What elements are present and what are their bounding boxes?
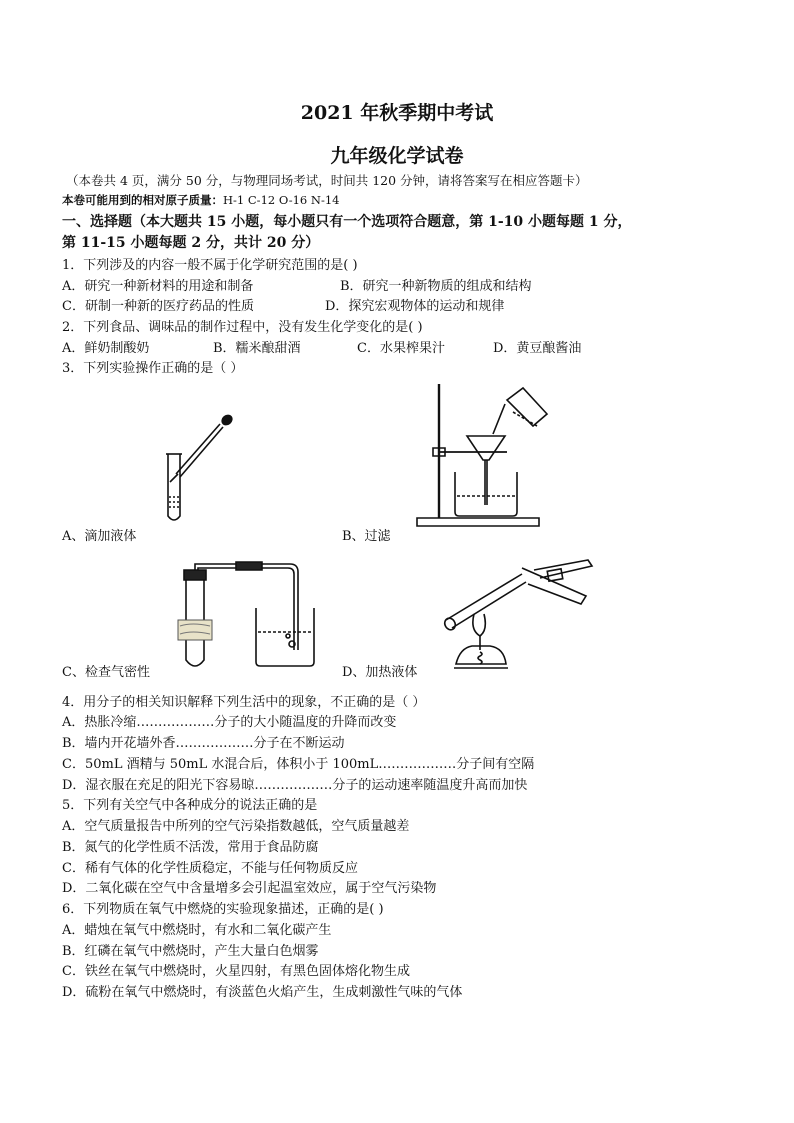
section-heading-line1: 一、选择题（本大题共 15 小题，每小题只有一个选项符合题意，第 1-10 小题每题 1 分， bbox=[62, 214, 632, 230]
q3-option-d-caption: D、加热液体 bbox=[342, 665, 418, 680]
q4-option-d: D．湿衣服在充足的阳光下容易晾………………分子的运动速率随温度升高而加快 bbox=[62, 778, 528, 793]
q1-option-a: A．研究一种新材料的用途和制备 bbox=[62, 279, 254, 294]
q1-option-b: B．研究一种新物质的组成和结构 bbox=[340, 279, 532, 294]
q2-option-a: A．鲜奶制酸奶 bbox=[62, 341, 150, 356]
q6-stem: 6．下列物质在氧气中燃烧的实验现象描述，正确的是( ) bbox=[62, 902, 384, 917]
q4-option-b: B．墙内开花墙外香………………分子在不断运动 bbox=[62, 736, 345, 751]
q6-option-d: D．硫粉在氧气中燃烧时，有淡蓝色火焰产生，生成刺激性气味的气体 bbox=[62, 985, 463, 1000]
q5-option-d: D．二氧化碳在空气中含量增多会引起温室效应，属于空气污染物 bbox=[62, 881, 437, 896]
q1-option-c: C．研制一种新的医疗药品的性质 bbox=[62, 299, 254, 314]
q4-stem: 4．用分子的相关知识解释下列生活中的现象，不正确的是（ ） bbox=[62, 695, 426, 710]
dropper-figure bbox=[160, 412, 240, 524]
q6-option-a: A．蜡烛在氧气中燃烧时，有水和二氧化碳产生 bbox=[62, 923, 332, 938]
atomic-mass-line bbox=[62, 192, 339, 209]
atomic-mass-values: H-1 C-12 O-16 N-14 bbox=[223, 193, 340, 207]
airtightness-figure bbox=[172, 560, 322, 672]
filtration-figure bbox=[415, 380, 555, 530]
q2-option-d: D．黄豆酿酱油 bbox=[493, 341, 582, 356]
q6-option-b: B．红磷在氧气中燃烧时，产生大量白色烟雾 bbox=[62, 944, 319, 959]
q1-stem: 1．下列涉及的内容一般不属于化学研究范围的是( ) bbox=[62, 258, 358, 273]
q5-stem: 5．下列有关空气中各种成分的说法正确的是 bbox=[62, 798, 318, 813]
q3-option-b-caption: B、过滤 bbox=[342, 529, 391, 544]
heating-figure bbox=[436, 556, 596, 680]
q5-option-b: B．氮气的化学性质不活泼，常用于食品防腐 bbox=[62, 840, 319, 855]
q3-option-c-caption: C、检查气密性 bbox=[62, 665, 150, 680]
q2-stem: 2．下列食品、调味品的制作过程中，没有发生化学变化的是( ) bbox=[62, 320, 423, 335]
exam-note: （本卷共 4 页，满分 50 分，与物理同场考试，时间共 120 分钟，请将答案写在相应答题卡） bbox=[66, 173, 588, 188]
q1-option-d: D．探究宏观物体的运动和规律 bbox=[325, 299, 505, 314]
atomic-mass-label: 本卷可能用到的相对原子质量： bbox=[62, 193, 223, 207]
page-title: 2021 年秋季期中考试 bbox=[300, 102, 494, 124]
q3-stem: 3．下列实验操作正确的是（ ） bbox=[62, 361, 244, 376]
page-subtitle: 九年级化学试卷 bbox=[330, 145, 464, 167]
section-heading-line2: 第 11-15 小题每题 2 分，共计 20 分） bbox=[62, 235, 320, 251]
q5-option-a: A．空气质量报告中所列的空气污染指数越低，空气质量越差 bbox=[62, 819, 410, 834]
q3-option-a-caption: A、滴加液体 bbox=[62, 529, 137, 544]
q4-option-a: A．热胀冷缩………………分子的大小随温度的升降而改变 bbox=[62, 715, 397, 730]
q4-option-c: C．50mL 酒精与 50mL 水混合后，体积小于 100mL………………分子间有空隔 bbox=[62, 757, 535, 772]
q2-option-c: C．水果榨果汁 bbox=[357, 341, 445, 356]
q5-option-c: C．稀有气体的化学性质稳定，不能与任何物质反应 bbox=[62, 861, 358, 876]
q6-option-c: C．铁丝在氧气中燃烧时，火星四射，有黑色固体熔化物生成 bbox=[62, 964, 410, 979]
q2-option-b: B．糯米酿甜酒 bbox=[213, 341, 301, 356]
